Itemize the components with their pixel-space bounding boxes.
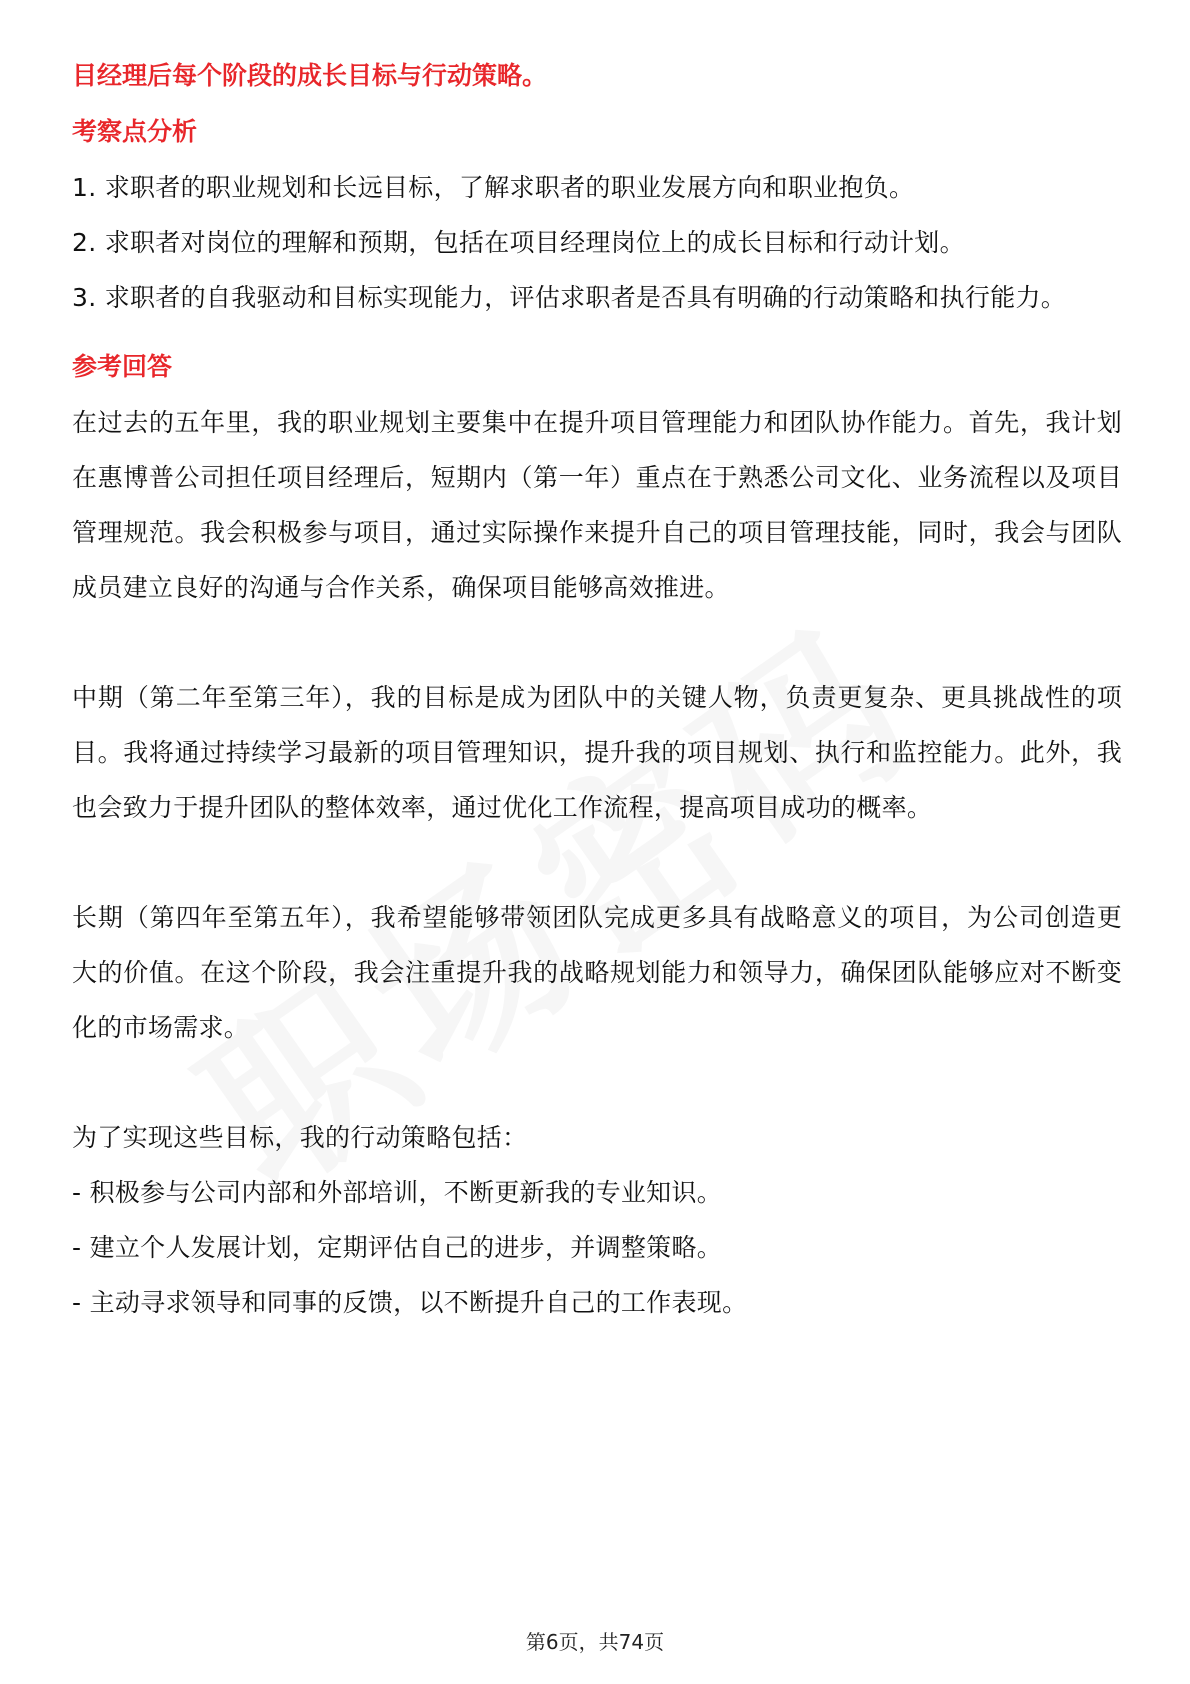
page-footer: 第6页，共74页 xyxy=(525,1630,665,1654)
strategy-item: - 积极参与公司内部和外部培训，不断更新我的专业知识。 xyxy=(72,1178,723,1207)
analysis-item: 2. 求职者对岗位的理解和预期，包括在项目经理岗位上的成长目标和行动计划。 xyxy=(72,228,965,257)
intro-heading: 目经理后每个阶段的成长目标与行动策略。 xyxy=(72,61,548,90)
analysis-item: 3. 求职者的自我驱动和目标实现能力，评估求职者是否具有明确的行动策略和执行能力。 xyxy=(72,283,1067,312)
answer-paragraph: 在过去的五年里，我的职业规划主要集中在提升项目管理能力和团队协作能力。首先，我计划在惠博普公司担任项目经理后，短期内（第一年）重点在于熟悉公司文化、业务流程以及项目管理规范。我会积极参与项目，通过实际操作来提升自己的项目管理技能，同时，我会与团队成员建立良好的沟通与合作关系，确保项目能够高效推进。 xyxy=(72,408,1122,602)
document-body xyxy=(72,54,1122,1330)
analysis-item: 1. 求职者的职业规划和长远目标，了解求职者的职业发展方向和职业抱负。 xyxy=(72,173,915,202)
strategy-item: - 主动寻求领导和同事的反馈，以不断提升自己的工作表现。 xyxy=(72,1288,748,1317)
analysis-title: 考察点分析 xyxy=(72,117,198,146)
answer-paragraph: 为了实现这些目标，我的行动策略包括： xyxy=(72,1123,528,1152)
answer-paragraph: 中期（第二年至第三年），我的目标是成为团队中的关键人物，负责更复杂、更具挑战性的项目。我将通过持续学习最新的项目管理知识，提升我的项目规划、执行和监控能力。此外，我也会致力于提升团队的整体效率，通过优化工作流程，提高项目成功的概率。 xyxy=(72,683,1122,822)
answer-title: 参考回答 xyxy=(72,352,173,381)
answer-paragraph: 长期（第四年至第五年），我希望能够带领团队完成更多具有战略意义的项目，为公司创造更大的价值。在这个阶段，我会注重提升我的战略规划能力和领导力，确保团队能够应对不断变化的市场需求。 xyxy=(72,903,1122,1042)
strategy-item: - 建立个人发展计划，定期评估自己的进步，并调整策略。 xyxy=(72,1233,723,1262)
